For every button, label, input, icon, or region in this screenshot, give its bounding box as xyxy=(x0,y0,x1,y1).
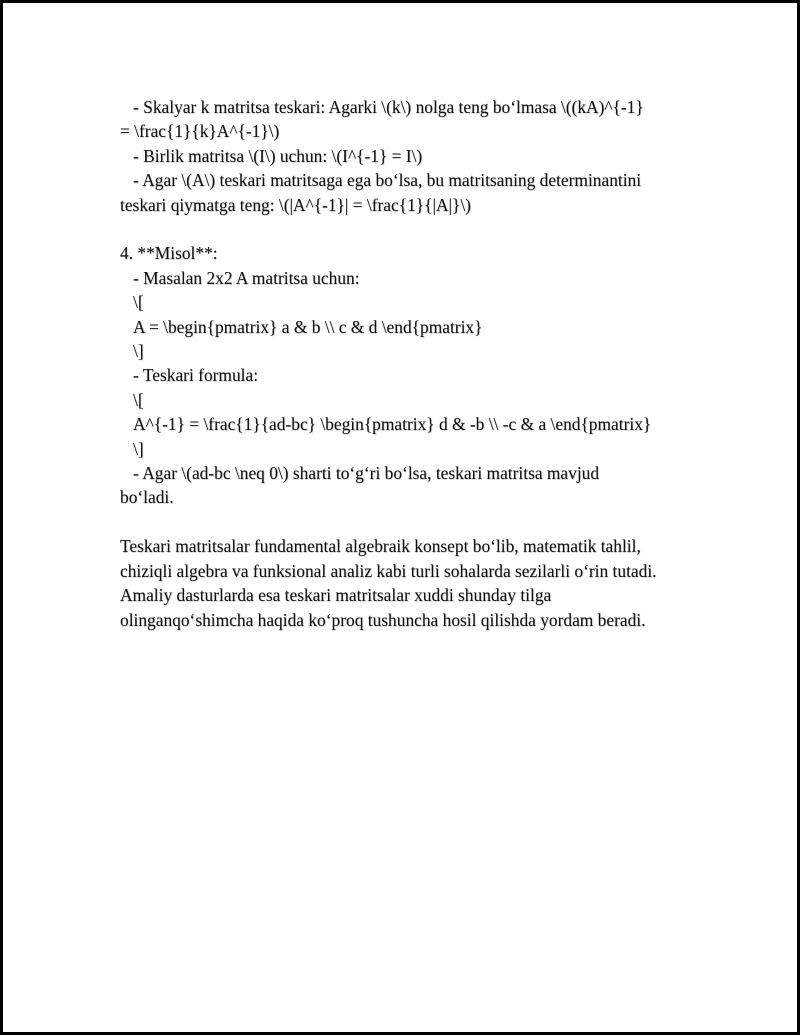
math-block-close: \] xyxy=(120,341,144,362)
paragraph-gap xyxy=(120,510,695,534)
conclusion-line-1: Teskari matritsalar fundamental algebraik konsept bo‘lib, matematik tahlil, xyxy=(120,536,641,557)
math-block-open: \[ xyxy=(120,389,144,410)
paragraph-gap xyxy=(120,217,695,241)
matrix-definition: A = \begin{pmatrix} a & b \\ c & d \end{pmatrix} xyxy=(120,316,483,337)
conclusion-line-4: olinganqo‘shimcha haqida ko‘proq tushuncha hosil qilishda yordam beradi. xyxy=(120,609,646,630)
conclusion-paragraph xyxy=(120,534,695,632)
conclusion-line-3: Amaliy dasturlarda esa teskari matritsalar xuddi shunday tilga xyxy=(120,585,552,606)
scalar-inverse-property-line-1: - Skalyar k matritsa teskari: Agarki \(k\) nolga teng bo‘lmasa \((kA)^{-1} xyxy=(120,97,644,117)
inverse-formula: A^{-1} = \frac{1}{ad-bc} \begin{pmatrix} d & -b \\ -c & a \end{pmatrix} xyxy=(120,414,652,435)
identity-inverse-property: - Birlik matritsa \(I\) uchun: \(I^{-1} = I\) xyxy=(120,145,423,166)
section-4-example xyxy=(120,241,695,509)
determinant-inverse-property-line-1: - Agar \(A\) teskari matritsaga ega bo‘lsa, bu matritsaning determinantini xyxy=(120,170,642,191)
math-block-open: \[ xyxy=(120,292,144,313)
conclusion-line-2: chiziqli algebra va funksional analiz kabi turli sohalarda sezilarli o‘rin tutadi. xyxy=(120,560,657,581)
inverse-formula-label: - Teskari formula: xyxy=(120,365,259,386)
document-body xyxy=(120,95,695,632)
section-heading: 4. **Misol**: xyxy=(120,243,218,264)
section-3-properties xyxy=(120,95,695,217)
existence-condition-line-2: bo‘ladi. xyxy=(120,487,174,508)
scalar-inverse-property-line-2: = \frac{1}{k}A^{-1}\) xyxy=(120,121,280,142)
existence-condition-line-1: - Agar \(ad-bc \neq 0\) sharti to‘g‘ri bo‘lsa, teskari matritsa mavjud xyxy=(120,463,600,484)
example-intro: - Masalan 2x2 A matritsa uchun: xyxy=(120,267,360,288)
math-block-close: \] xyxy=(120,438,144,459)
determinant-inverse-property-line-2: teskari qiymatga teng: \(|A^{-1}| = \frac{1}{|A|}\) xyxy=(120,194,471,215)
